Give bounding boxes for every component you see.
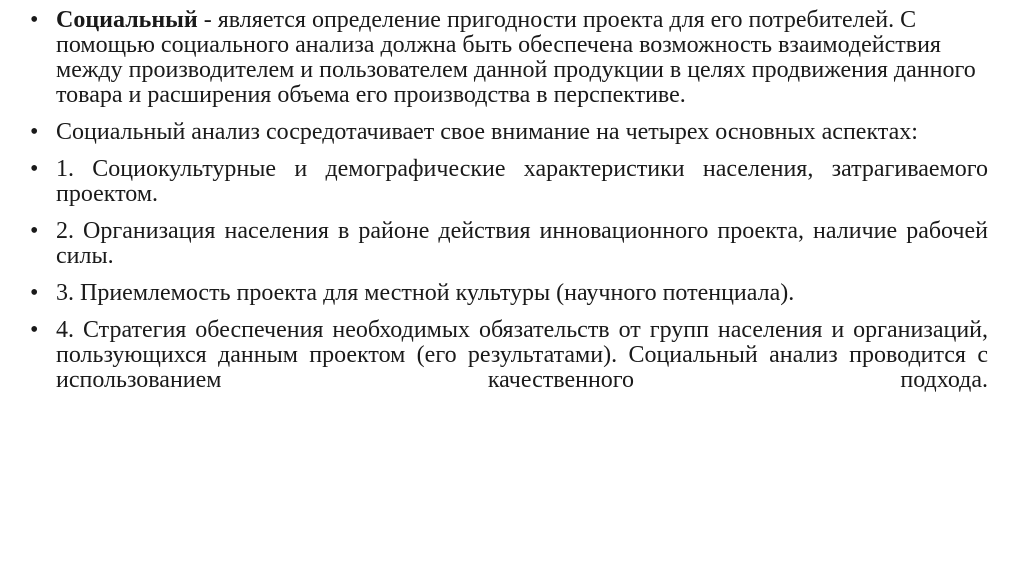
bullet-marker: • bbox=[30, 119, 39, 145]
bullet-item-aspect-2 bbox=[30, 219, 988, 269]
bullet-marker: • bbox=[30, 156, 39, 182]
bullet-text bbox=[56, 8, 988, 108]
bullet-marker: • bbox=[30, 7, 39, 33]
bullet-item-aspect-3 bbox=[30, 281, 988, 306]
bullet-marker: • bbox=[30, 218, 39, 244]
bullet-text: Социальный анализ сосредотачивает свое внимание на четырех основных аспектах: bbox=[56, 119, 918, 145]
bullet-marker: • bbox=[30, 280, 39, 306]
bullet-term: Социальный bbox=[56, 7, 198, 33]
bullet-text: 2. Организация населения в районе действия инновационного проекта, наличие рабочей силы. bbox=[56, 218, 988, 269]
bullet-item-aspects-intro bbox=[30, 120, 988, 145]
bullet-list bbox=[30, 8, 988, 405]
bullet-body: - является определение пригодности проекта для его потребителей. С помощью социального анализа должна быть обеспечена возможность взаимодействия между производителем и пользователем данной продукции в целях продвижения данного товара и расширения объема его производства в перспективе. bbox=[56, 7, 976, 108]
bullet-text: 1. Социокультурные и демографические характеристики населения, затрагиваемого проектом. bbox=[56, 156, 988, 207]
bullet-text: 3. Приемлемость проекта для местной культуры (научного потенциала). bbox=[56, 280, 795, 306]
bullet-item-definition bbox=[30, 8, 988, 108]
bullet-item-aspect-1 bbox=[30, 157, 988, 207]
bullet-item-aspect-4 bbox=[30, 318, 988, 393]
bullet-marker: • bbox=[30, 317, 39, 343]
bullet-text: 4. Стратегия обеспечения необходимых обязательств от групп населения и организаций, пользующихся данным проектом (его результатами). Социальный анализ проводится с использованием качественного подхода. bbox=[56, 317, 988, 393]
